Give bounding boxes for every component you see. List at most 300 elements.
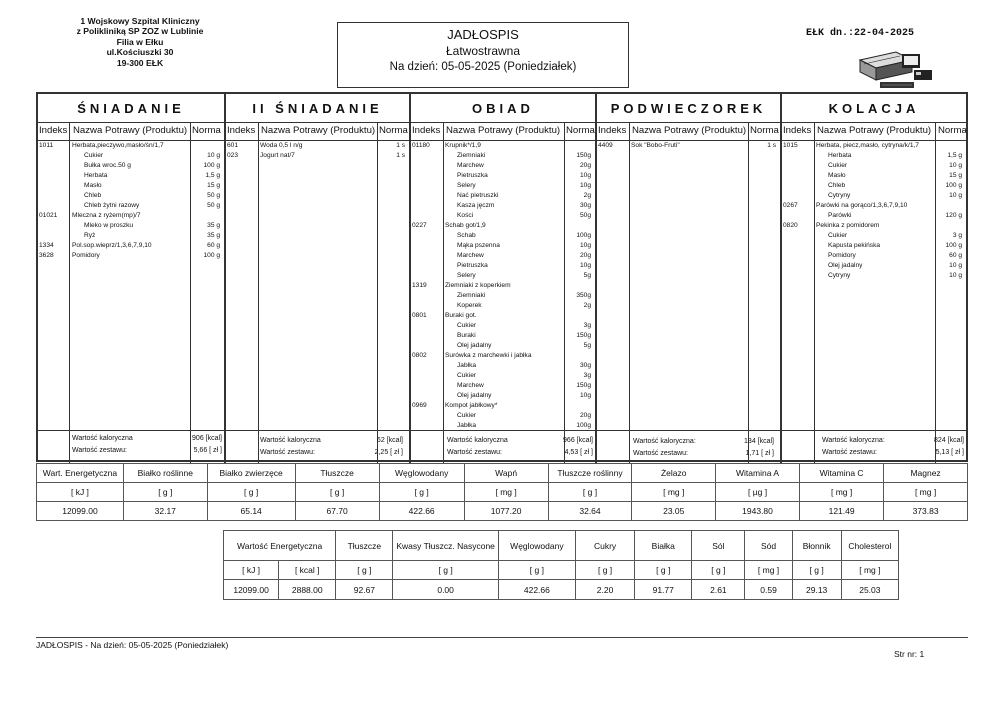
dish-name: Ziemniaki z koperkiem (445, 282, 511, 289)
menu-row (411, 282, 595, 291)
summary-divider (782, 430, 966, 431)
row-norm: 10 g (949, 262, 962, 269)
summary-divider (597, 430, 780, 431)
kcal-value: 966 [kcal] (563, 437, 593, 444)
computer-printer-icon (856, 46, 934, 97)
nutrition-unit-row (224, 561, 899, 580)
ingredient-name: Ryż (84, 232, 96, 239)
row-norm: 100g (576, 422, 591, 429)
menu-row (782, 232, 966, 241)
kcal-label: Wartość kaloryczna (260, 437, 321, 444)
row-norm: 20g (579, 412, 591, 419)
menu-row (411, 342, 595, 351)
row-index: 023 (227, 152, 239, 159)
menu-row (411, 272, 595, 281)
unit-cell: [ mg ] (464, 483, 548, 502)
menu-row (782, 192, 966, 201)
cost-value: 5,13 [ zł ] (935, 449, 964, 456)
menu-row (38, 152, 224, 161)
kcal-label: Wartość kaloryczna (72, 435, 133, 442)
menu-row (411, 372, 595, 381)
kcal-value: 906 [kcal] (192, 435, 222, 442)
column-divider (258, 122, 259, 464)
menu-row (38, 202, 224, 211)
ingredient-name: Cukier (828, 162, 848, 169)
nutrient-header: Białko zwierzęce (207, 464, 295, 483)
value-cell: 0.59 (745, 580, 792, 600)
ingredient-name: Masło (84, 182, 102, 189)
row-norm: 100 g (203, 252, 220, 259)
column-header-row (782, 122, 966, 141)
menu-row (782, 142, 966, 151)
kcal-label: Wartość kaloryczna (447, 437, 508, 444)
meal-title: KOLACJA (782, 94, 966, 123)
nutrient-header: Żelazo (632, 464, 716, 483)
value-cell: 121.49 (800, 502, 884, 521)
ingredient-name: Kasza jęczm (457, 202, 495, 209)
meal-title: ŚNIADANIE (38, 94, 224, 123)
nutrition-value-row (224, 580, 899, 600)
hospital-line: 1 Wojskowy Szpital Kliniczny (80, 16, 200, 26)
column-norm-header: Norma (750, 125, 779, 136)
meal-title: II ŚNIADANIE (226, 94, 409, 123)
row-norm: 1 s (396, 142, 405, 149)
kcal-label: Wartość kaloryczna: (633, 438, 696, 445)
nutrition-summary-table (36, 463, 968, 521)
column-name-header: Nazwa Potrawy (Produktu) (632, 125, 747, 136)
unit-cell: [ mg ] (800, 483, 884, 502)
meal-ii-sniadanie (224, 94, 409, 464)
unit-cell: [ g ] (207, 483, 295, 502)
nutrient-header: Kwasy Tłuszcz. Nasycone (393, 531, 498, 561)
value-cell: 23.05 (632, 502, 716, 521)
row-norm: 100g (576, 232, 591, 239)
column-index-header: Indeks (39, 125, 68, 136)
menu-row (411, 182, 595, 191)
meal-obiad (409, 94, 595, 464)
value-cell: 1077.20 (464, 502, 548, 521)
row-norm: 3 g (952, 232, 962, 239)
nutrient-header: Witamina C (800, 464, 884, 483)
ingredient-name: Kapusta pekińska (828, 242, 881, 249)
ingredient-name: Jabłka (457, 362, 477, 369)
footer-text: JADŁOSPIS - Na dzień: 05-05-2025 (Poniedziałek) (36, 640, 229, 650)
column-header-row (226, 122, 409, 141)
energy-header: Wartość Energetyczna (224, 531, 336, 561)
menu-row (38, 252, 224, 261)
nutrient-header: Tłuszcze (295, 464, 379, 483)
unit-cell: [ kJ ] (37, 483, 124, 502)
row-index: 1334 (39, 242, 54, 249)
menu-row (38, 172, 224, 181)
unit-cell: [ g ] (379, 483, 464, 502)
summary-divider (38, 430, 224, 431)
ingredient-name: Cukier (84, 152, 104, 159)
cost-label: Wartość zestawu: (633, 450, 688, 457)
menu-row (38, 212, 224, 221)
row-norm: 10 g (949, 192, 962, 199)
menu-table (36, 92, 968, 462)
row-norm: 15 g (207, 182, 220, 189)
dish-name: Herbata, piecz,masło, cytryna/k/1,7 (816, 142, 919, 149)
menu-row (38, 242, 224, 251)
ingredient-name: Masło (828, 172, 846, 179)
nutrient-header: Tłuszcze (336, 531, 393, 561)
nutrient-header: Magnez (884, 464, 968, 483)
dish-name: Kompot jabłkowy* (445, 402, 498, 409)
nutrient-header: Wart. Energetyczna (37, 464, 124, 483)
nutrient-header: Sól (692, 531, 745, 561)
value-cell: 1943.80 (715, 502, 799, 521)
unit-cell: [ mg ] (841, 561, 898, 580)
value-cell: 32.64 (548, 502, 632, 521)
nutrient-header: Błonnik (792, 531, 841, 561)
ingredient-name: Chleb żytni razowy (84, 202, 140, 209)
row-norm: 50 g (207, 192, 220, 199)
ingredient-name: Olej jadalny (828, 262, 863, 269)
row-norm: 150g (576, 152, 591, 159)
page-number: Str nr: 1 (894, 649, 925, 659)
row-norm: 10g (579, 392, 591, 399)
menu-date: Na dzień: 05-05-2025 (Poniedziałek) (389, 61, 577, 73)
row-index: 4409 (598, 142, 613, 149)
row-index: 0802 (412, 352, 427, 359)
menu-row (411, 312, 595, 321)
row-norm: 10g (579, 242, 591, 249)
row-norm: 1,5 g (947, 152, 962, 159)
value-cell: 25.03 (841, 580, 898, 600)
row-norm: 120 g (945, 212, 962, 219)
menu-row (411, 352, 595, 361)
row-index: 01180 (412, 142, 430, 149)
unit-cell: [ µg ] (715, 483, 799, 502)
row-norm: 20g (579, 162, 591, 169)
hospital-header (40, 16, 240, 68)
ingredient-name: Selery (457, 272, 476, 279)
menu-row (411, 232, 595, 241)
row-norm: 35 g (207, 222, 220, 229)
cost-value: 4,53 [ zł ] (564, 449, 593, 456)
hospital-line: Filia w Ełku (116, 36, 164, 47)
row-norm: 1,5 g (205, 172, 220, 179)
menu-row (782, 242, 966, 251)
dish-name: Krupnik*/1,9 (445, 142, 481, 149)
ingredient-name: Pietruszka (457, 262, 488, 269)
menu-row (782, 182, 966, 191)
menu-row (38, 142, 224, 151)
row-norm: 20g (579, 252, 591, 259)
row-index: 0267 (783, 202, 798, 209)
menu-row (782, 252, 966, 261)
menu-row (411, 332, 595, 341)
ingredient-name: Parówki (828, 212, 852, 219)
unit-cell: [ mg ] (884, 483, 968, 502)
unit-cell: [ kcal ] (279, 561, 336, 580)
row-norm: 3g (583, 372, 591, 379)
menu-row (411, 382, 595, 391)
value-cell: 422.66 (379, 502, 464, 521)
unit-cell: [ g ] (336, 561, 393, 580)
dish-name: Herbata,pieczywo,masło/śn/1,7 (72, 142, 164, 149)
value-cell: 91.77 (635, 580, 692, 600)
value-cell: 2888.00 (279, 580, 336, 600)
diet-name: Łatwostrawna (445, 44, 521, 58)
ingredient-name: Marchew (457, 252, 484, 259)
ingredient-name: Chleb (828, 182, 846, 189)
row-norm: 2g (583, 302, 591, 309)
column-norm-header: Norma (192, 125, 221, 136)
kcal-value: 134 [kcal] (744, 438, 774, 445)
column-name-header: Nazwa Potrawy (Produktu) (817, 125, 932, 136)
value-cell: 29.13 (792, 580, 841, 600)
unit-cell: [ g ] (548, 483, 632, 502)
ingredient-name: Cukier (457, 412, 477, 419)
meal-podwieczorek (595, 94, 780, 464)
dish-name: Surówka z marchewki i jabłka (445, 352, 532, 359)
nutrient-header: Cukry (575, 531, 634, 561)
meal-sniadanie (38, 94, 224, 464)
row-index: 601 (227, 142, 239, 149)
ingredient-name: Pietruszka (457, 172, 488, 179)
ingredient-name: Mąka pszenna (457, 242, 500, 249)
menu-row (38, 232, 224, 241)
dish-name: Woda 0,5 l n/g (260, 142, 303, 149)
menu-row (38, 182, 224, 191)
menu-row (411, 422, 595, 431)
row-norm: 10g (579, 262, 591, 269)
menu-row (782, 272, 966, 281)
row-norm: 5g (583, 272, 591, 279)
column-header-row (597, 122, 780, 141)
row-norm: 1 s (767, 142, 776, 149)
nutrient-header: Węglowodany (379, 464, 464, 483)
nutrient-header: Białko roślinne (123, 464, 207, 483)
unit-cell: [ g ] (692, 561, 745, 580)
value-cell: 32.17 (123, 502, 207, 521)
menu-row (411, 402, 595, 411)
unit-cell: [ g ] (635, 561, 692, 580)
value-cell: 67.70 (295, 502, 379, 521)
menu-row (782, 162, 966, 171)
ingredient-name: Cukier (457, 372, 477, 379)
nutrient-header: Sód (745, 531, 792, 561)
menu-row (38, 162, 224, 171)
menu-row (38, 222, 224, 231)
nutrient-header: Wapń (464, 464, 548, 483)
ingredient-name: Cytryny (828, 272, 851, 279)
kcal-value: 62 [kcal] (376, 437, 403, 444)
menu-row (411, 322, 595, 331)
menu-row (411, 302, 595, 311)
row-norm: 150g (576, 332, 591, 339)
menu-row (411, 362, 595, 371)
menu-row (411, 242, 595, 251)
row-norm: 100 g (945, 242, 962, 249)
row-norm: 60 g (949, 252, 962, 259)
value-cell: 373.83 (884, 502, 968, 521)
dish-name: Sok "Bobo-Fruti" (631, 142, 680, 149)
dish-name: Pomidory (72, 252, 100, 259)
row-norm: 3g (583, 322, 591, 329)
menu-row (411, 292, 595, 301)
ingredient-name: Pomidory (828, 252, 856, 259)
unit-cell: [ g ] (295, 483, 379, 502)
page-title: JADŁOSPIS (447, 27, 519, 42)
ingredient-name: Herbata (828, 152, 852, 159)
unit-cell: [ kJ ] (224, 561, 279, 580)
ingredient-name: Olej jadalny (457, 342, 492, 349)
ingredient-name: Ziemniaki (457, 152, 486, 159)
ingredient-name: Kości (457, 212, 474, 219)
cost-value: 5,66 [ zł ] (193, 447, 222, 454)
column-divider (377, 122, 378, 464)
menu-row (226, 152, 409, 161)
print-date: EŁK dn.:22-04-2025 (806, 28, 915, 39)
ingredient-name: Cytryny (828, 192, 851, 199)
nutrition-header-row (224, 531, 899, 561)
row-norm: 2g (583, 192, 591, 199)
nutrition-value-row (37, 502, 968, 521)
row-norm: 150g (576, 382, 591, 389)
ingredient-name: Herbata (84, 172, 108, 179)
row-index: 0969 (412, 402, 427, 409)
ingredient-name: Marchew (457, 382, 484, 389)
row-index: 1011 (39, 142, 54, 149)
nutrient-header: Węglowodany (498, 531, 575, 561)
column-norm-header: Norma (938, 125, 967, 136)
row-norm: 10 g (949, 272, 962, 279)
column-norm-header: Norma (379, 125, 408, 136)
row-index: 01021 (39, 212, 58, 219)
ingredient-name: Cukier (457, 322, 477, 329)
menu-row (782, 152, 966, 161)
menu-row (782, 202, 966, 211)
row-index: 0801 (412, 312, 427, 319)
row-norm: 10 g (949, 162, 962, 169)
row-norm: 10g (579, 172, 591, 179)
ingredient-name: Schab (457, 232, 476, 239)
dish-name: Pol.sop.wieprz/1,3,6,7,9,10 (72, 242, 152, 249)
value-cell: 12099.00 (37, 502, 124, 521)
cost-label: Wartość zestawu: (822, 449, 877, 456)
kcal-label: Wartość kaloryczna: (822, 437, 885, 444)
column-index-header: Indeks (412, 125, 441, 136)
row-index: 1319 (412, 282, 427, 289)
row-norm: 50g (579, 212, 591, 219)
menu-row (411, 162, 595, 171)
column-divider (748, 122, 749, 464)
menu-row (411, 142, 595, 151)
summary-divider (226, 430, 409, 431)
nutrient-header: Białka (635, 531, 692, 561)
row-norm: 35 g (207, 232, 220, 239)
column-index-header: Indeks (598, 125, 627, 136)
cost-label: Wartość zestawu: (72, 447, 127, 454)
menu-row (226, 142, 409, 151)
nutrition-label-table (223, 530, 899, 600)
column-name-header: Nazwa Potrawy (Produktu) (446, 125, 561, 136)
unit-cell: [ g ] (792, 561, 841, 580)
nutrition-unit-row (37, 483, 968, 502)
value-cell: 422.66 (498, 580, 575, 600)
menu-row (411, 252, 595, 261)
menu-row (411, 412, 595, 421)
ingredient-name: Buraki (457, 332, 476, 339)
row-norm: 50 g (207, 202, 220, 209)
ingredient-name: Marchew (457, 162, 484, 169)
menu-row (782, 222, 966, 231)
value-cell: 2.20 (575, 580, 634, 600)
row-index: 0227 (412, 222, 427, 229)
dish-name: Mleczna z ryżem(mp)/7 (72, 212, 141, 219)
column-index-header: Indeks (227, 125, 256, 136)
row-norm: 5g (583, 342, 591, 349)
cost-label: Wartość zestawu: (447, 449, 502, 456)
menu-row (38, 192, 224, 201)
cost-value: 2,25 [ zł ] (374, 449, 403, 456)
column-name-header: Nazwa Potrawy (Produktu) (73, 125, 188, 136)
unit-cell: [ g ] (123, 483, 207, 502)
menu-row (782, 262, 966, 271)
cost-label: Wartość zestawu: (260, 449, 315, 456)
column-name-header: Nazwa Potrawy (Produktu) (261, 125, 376, 136)
row-norm: 30g (579, 202, 591, 209)
ingredient-name: Olej jadalny (457, 392, 492, 399)
meal-title: OBIAD (411, 94, 595, 123)
row-index: 1015 (783, 142, 798, 149)
menu-row (411, 222, 595, 231)
menu-row (782, 212, 966, 221)
footer-divider (36, 637, 968, 638)
menu-row (411, 262, 595, 271)
menu-title-box (337, 22, 629, 88)
hospital-line: 19-300 EŁK (116, 57, 164, 68)
row-norm: 10 g (207, 152, 220, 159)
nutrient-header: Cholesterol (841, 531, 898, 561)
menu-row (411, 202, 595, 211)
meal-kolacja (780, 94, 966, 464)
column-divider (629, 122, 630, 464)
ingredient-name: Nać pietruszki (457, 192, 499, 199)
dish-name: Parówki na gorąco/1,3,6,7,9,10 (816, 202, 908, 209)
ingredient-name: Ziemniaki (457, 292, 486, 299)
column-index-header: Indeks (783, 125, 812, 136)
column-header-row (411, 122, 595, 141)
row-norm: 1 s (396, 152, 405, 159)
dish-name: Pekinka z pomidorem (816, 222, 880, 229)
ingredient-name: Bułka wroc.50 g (84, 162, 131, 169)
menu-row (411, 392, 595, 401)
value-cell: 2.61 (692, 580, 745, 600)
unit-cell: [ g ] (498, 561, 575, 580)
row-norm: 350g (576, 292, 591, 299)
nutrition-header-row (37, 464, 968, 483)
dish-name: Schab got/1,9 (445, 222, 486, 229)
unit-cell: [ mg ] (745, 561, 792, 580)
hospital-line: ul.Kościuszki 30 (106, 47, 174, 58)
column-norm-header: Norma (566, 125, 595, 136)
value-cell: 12099.00 (224, 580, 279, 600)
row-norm: 100 g (203, 162, 220, 169)
unit-cell: [ g ] (393, 561, 498, 580)
column-header-row (38, 122, 224, 141)
kcal-value: 824 [kcal] (934, 437, 964, 444)
cost-value: 1,71 [ zł ] (745, 450, 774, 457)
unit-cell: [ mg ] (632, 483, 716, 502)
dish-name: Buraki got. (445, 312, 477, 319)
ingredient-name: Koperek (457, 302, 482, 309)
dish-name: Jogurt nat/7 (260, 152, 295, 159)
